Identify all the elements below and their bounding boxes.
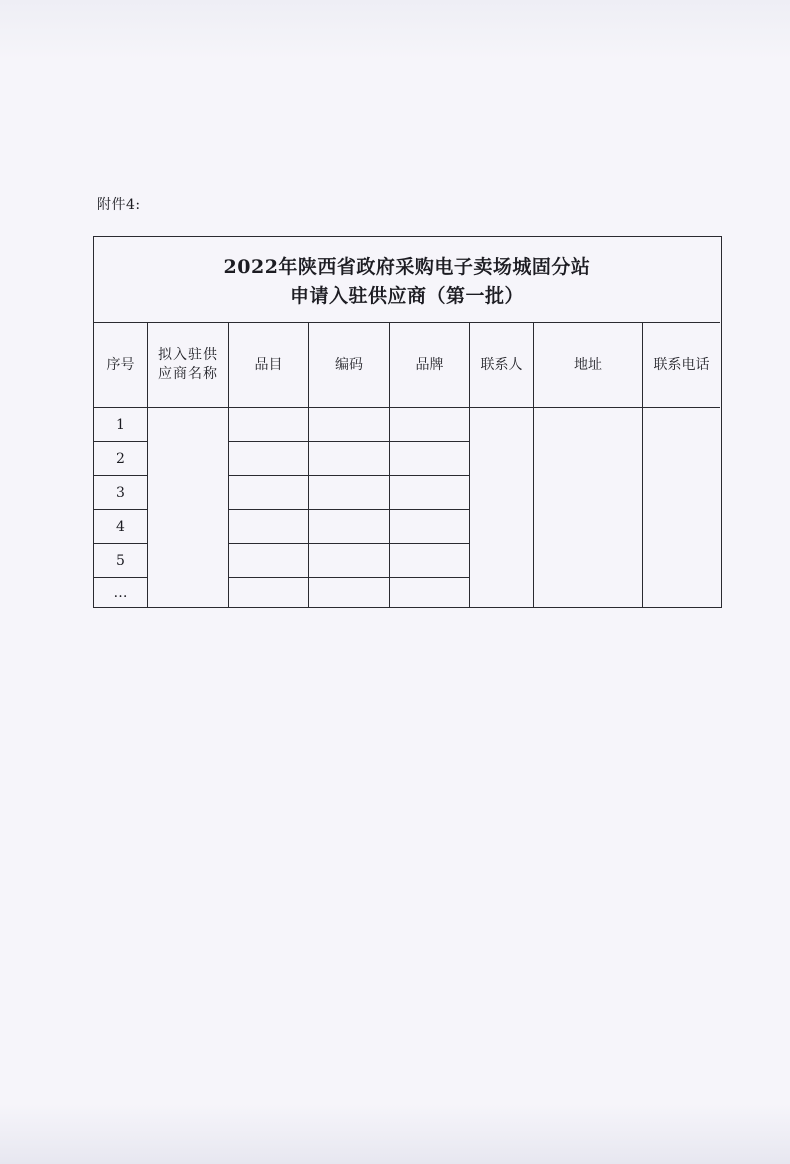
document-title xyxy=(94,253,720,311)
rule xyxy=(228,441,469,442)
title-line-1: 2022年陕西省政府采购电子卖场城固分站 xyxy=(223,256,591,278)
rule xyxy=(94,407,720,408)
supplier-table xyxy=(93,236,722,608)
header-address: 地址 xyxy=(574,357,602,373)
row-number: … xyxy=(113,584,128,601)
title-line-2: 申请入驻供应商（第一批） xyxy=(289,285,524,307)
header-seq: 序号 xyxy=(106,357,135,373)
rule xyxy=(228,475,469,476)
header-code: 编码 xyxy=(335,357,363,373)
header-category: 品目 xyxy=(254,357,283,373)
row-number: 3 xyxy=(116,484,125,501)
scan-shade xyxy=(0,1104,790,1164)
rule xyxy=(228,509,469,510)
scan-shade xyxy=(0,0,790,60)
attachment-label: 附件4: xyxy=(97,197,141,213)
header-phone: 联系电话 xyxy=(653,357,710,373)
header-contact: 联系人 xyxy=(480,357,523,373)
row-number: 5 xyxy=(116,552,125,569)
row-number: 1 xyxy=(116,416,125,433)
rule xyxy=(228,543,469,544)
row-number: 2 xyxy=(116,450,125,467)
header-supplier-line-1: 拟入驻供 xyxy=(158,347,218,363)
header-supplier-line-2: 应商名称 xyxy=(158,366,218,382)
row-number: 4 xyxy=(116,518,125,535)
header-brand: 品牌 xyxy=(415,357,444,373)
rule xyxy=(228,577,469,578)
header-supplier-name xyxy=(148,323,228,407)
